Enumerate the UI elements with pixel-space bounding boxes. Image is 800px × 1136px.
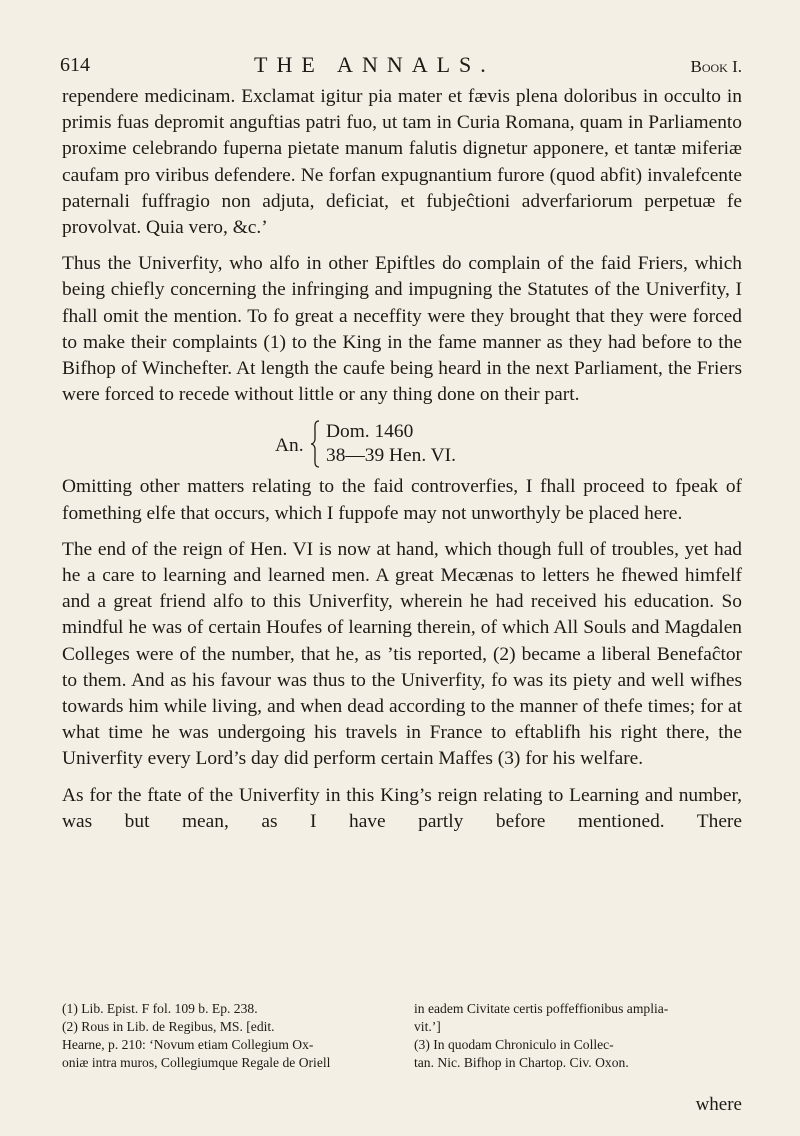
page-number: 614 xyxy=(60,54,90,76)
catchword: where xyxy=(695,1094,742,1115)
date-sidenote xyxy=(62,420,742,474)
book-label: Book I. xyxy=(690,57,742,76)
date-line-regnal: 38—39 Hen. VI. xyxy=(326,445,456,467)
footnote-line: tan. Nic. Bifhop in Chartop. Civ. Oxon. xyxy=(414,1055,629,1070)
paragraph-hen-vi: The end of the reign of Hen. VI is now at hand, which though full of troubles, yet had he a care to learning and learned men. A great Mecænas to letters he fhewed himfelf and a great friend alfo to this Univerfity, wherein he had received his education. So mindful he was of certain Houfes of learning therein, of which All Souls and Magdalen Colleges were of the number, that he, as ’tis reported, (2) became a liberal Benefaĉtor to them. And as his favour was thus to the Univerfity, fo was its piety and well wifhes towards him while living, and when dead according to the manner of thefe times; for at what time he was undergoing his travels in France to eftablifh his right there, the Univerfity every Lord’s day did perform certain Maffes (3) for his welfare. xyxy=(62,538,742,770)
running-title: THE ANNALS. xyxy=(254,52,495,77)
page-body xyxy=(62,84,742,845)
running-header xyxy=(62,52,742,78)
paragraph-omitting: Omitting other matters relating to the faid controverfies, I fhall proceed to fpeak of fomething elfe that occurs, which I fuppofe may not unworthyly be placed here. xyxy=(62,476,742,524)
footnotes-left-column xyxy=(62,1000,390,1072)
footnote-line: (2) Rous in Lib. de Regibus, MS. [edit. xyxy=(62,1019,275,1034)
footnote-line: oniæ intra muros, Collegiumque Regale de Oriell xyxy=(62,1055,331,1070)
footnote-line: vit.’] xyxy=(414,1019,441,1034)
date-line-dom: Dom. 1460 xyxy=(326,421,414,443)
paragraph-latin-quote: rependere medicinam. Exclamat igitur pia mater et fævis plena doloribus in occulto in primis fuas depromit anguftias patri fuo, ut tam in Curia Romana, quam in Parliamento proxime celebrando fuperna pietate manum falutis dignetur apponere, et tantæ miferiæ caufam pro viribus defendere. Ne forfan expugnantium furore (quod abfit) invalefcente paternali fuffragio non adjuta, deficiat, et fubjeĉtioni adverfariorum perpetuæ fe provolvat. Quia vero, &c.’ xyxy=(62,86,742,239)
footnote-line: (3) In quodam Chroniculo in Collec- xyxy=(414,1037,614,1052)
date-an: An. xyxy=(275,435,304,457)
footnote-line: in eadem Civitate certis poffeffionibus amplia- xyxy=(414,1001,669,1016)
book-page xyxy=(62,0,742,1136)
curly-brace-icon xyxy=(310,420,320,468)
footnote-line: Hearne, p. 210: ‘Novum etiam Collegium Ox- xyxy=(62,1037,314,1052)
paragraph-friers: Thus the Univerfity, who alfo in other Epiftles do complain of the faid Friers, which being chiefly concerning the infringing and impugning the Statutes of the Univerfity, I fhall omit the mention. To fo great a neceffity were they brought that they were forced to make their complaints (1) to the King in the fame manner as they had before to the Bifhop of Winchefter. At length the caufe being heard in the next Parliament, the Friers were forced to recede without little or any thing done on their part. xyxy=(62,253,742,406)
footnotes xyxy=(62,1000,742,1072)
paragraph-state: As for the ftate of the Univerfity in this King’s reign relating to Learning and number, was but mean, as I have partly before mentioned. There xyxy=(62,784,742,832)
footnote-line: (1) Lib. Epist. F fol. 109 b. Ep. 238. xyxy=(62,1001,258,1016)
footnotes-right-column xyxy=(414,1000,742,1072)
